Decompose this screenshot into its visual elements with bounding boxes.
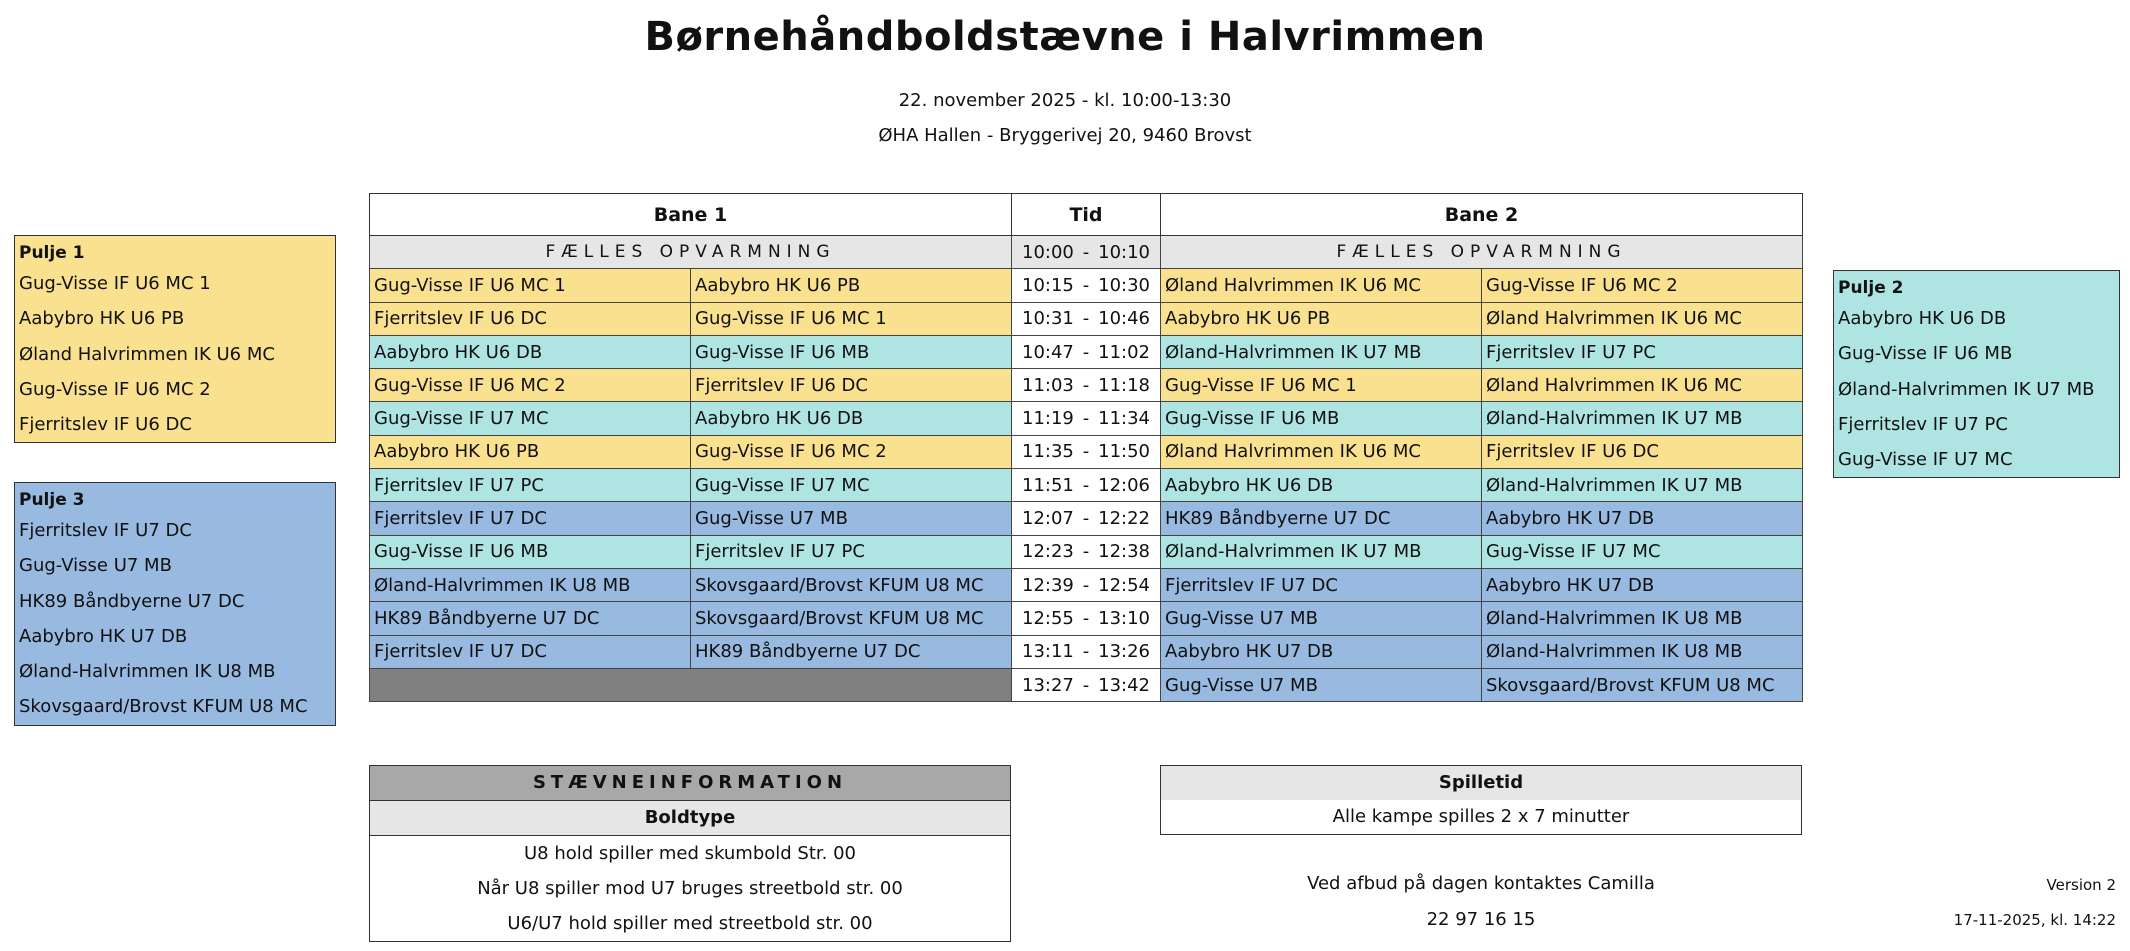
time-dash: - [1082, 508, 1090, 530]
match-time [1012, 668, 1161, 701]
time-dash: - [1082, 374, 1090, 396]
bane-2-away-team: Øland Halvrimmen IK U6 MC [1482, 369, 1803, 402]
pulje-title: Pulje 1 [19, 243, 85, 263]
warmup-label: FÆLLES OPVARMNING [1161, 236, 1803, 269]
contact-text: Ved afbud på dagen kontaktes Camilla [1307, 873, 1655, 894]
bane-1-home-team: Gug-Visse IF U6 MB [370, 535, 691, 568]
time-start: 12:39 [1022, 574, 1074, 596]
bane-2-away-team: Aabybro HK U7 DB [1482, 502, 1803, 535]
bane-2-away-team: Aabybro HK U7 DB [1482, 568, 1803, 601]
warmup-time [1012, 236, 1161, 269]
pulje-team: Øland-Halvrimmen IK U8 MB [19, 661, 276, 683]
bane-1-away-team: Skovsgaard/Brovst KFUM U8 MC [691, 568, 1012, 601]
match-time [1012, 535, 1161, 568]
pulje-1-box [14, 235, 336, 443]
time-end: 11:50 [1098, 441, 1150, 463]
bane-1-home-team: Aabybro HK U6 PB [370, 435, 691, 468]
match-time [1012, 435, 1161, 468]
warmup-row [370, 236, 1803, 269]
time-end: 13:26 [1098, 641, 1150, 663]
bane-2-away-team: Øland-Halvrimmen IK U7 MB [1482, 402, 1803, 435]
pulje-team: Øland Halvrimmen IK U6 MC [19, 343, 275, 365]
pulje-team: Fjerritslev IF U7 PC [1838, 413, 2008, 435]
time-end: 11:34 [1098, 408, 1150, 430]
match-time [1012, 369, 1161, 402]
bane-1-home-team: Fjerritslev IF U7 PC [370, 469, 691, 502]
time-end: 10:46 [1098, 308, 1150, 330]
time-start: 11:03 [1022, 374, 1074, 396]
match-time [1012, 568, 1161, 601]
bane-2-away-team: Øland-Halvrimmen IK U8 MB [1482, 602, 1803, 635]
bane-2-away-team: Gug-Visse IF U6 MC 2 [1482, 269, 1803, 302]
time-end: 10:30 [1098, 274, 1150, 296]
pulje-team: HK89 Båndbyerne U7 DC [19, 590, 245, 612]
bane-2-home-team: Øland-Halvrimmen IK U7 MB [1161, 335, 1482, 368]
bane-2-home-team: Aabybro HK U6 PB [1161, 302, 1482, 335]
bane-1-home-team: Øland-Halvrimmen IK U8 MB [370, 568, 691, 601]
bane-2-home-team: Fjerritslev IF U7 DC [1161, 568, 1482, 601]
pulje-team: Gug-Visse U7 MB [19, 555, 172, 577]
bane-1-home-team: Gug-Visse IF U6 MC 2 [370, 369, 691, 402]
time-dash: - [1082, 241, 1090, 263]
bane-1-away-team: Gug-Visse U7 MB [691, 502, 1012, 535]
time-dash: - [1082, 674, 1090, 696]
time-start: 11:35 [1022, 441, 1074, 463]
info-subtitle: Boldtype [370, 801, 1010, 836]
bane-1-away-team: HK89 Båndbyerne U7 DC [691, 635, 1012, 668]
time-dash: - [1082, 441, 1090, 463]
time-dash: - [1082, 308, 1090, 330]
bane-2-away-team: Fjerritslev IF U7 PC [1482, 335, 1803, 368]
bane-2-away-team: Fjerritslev IF U6 DC [1482, 435, 1803, 468]
pulje-title: Pulje 2 [1838, 278, 1904, 298]
bane-1-home-team: Aabybro HK U6 DB [370, 335, 691, 368]
tid-header: Tid [1012, 194, 1161, 236]
match-row [370, 535, 1803, 568]
bane-1-header: Bane 1 [370, 194, 1012, 236]
time-start: 10:15 [1022, 274, 1074, 296]
playtime-box [1160, 765, 1802, 835]
time-end: 12:38 [1098, 541, 1150, 563]
match-row [370, 369, 1803, 402]
match-time [1012, 469, 1161, 502]
time-dash: - [1082, 341, 1090, 363]
match-time [1012, 502, 1161, 535]
warmup-label: FÆLLES OPVARMNING [370, 236, 1012, 269]
pulje-team: Gug-Visse IF U7 MC [1838, 449, 2013, 471]
pulje-team: Fjerritslev IF U7 DC [19, 520, 192, 541]
time-start: 12:07 [1022, 508, 1074, 530]
time-start: 12:23 [1022, 541, 1074, 563]
match-row [370, 435, 1803, 468]
event-date: 22. november 2025 - kl. 10:00-13:30 [898, 90, 1232, 111]
match-time [1012, 602, 1161, 635]
time-start: 11:19 [1022, 408, 1074, 430]
time-dash: - [1082, 408, 1090, 430]
time-start: 11:51 [1022, 474, 1074, 496]
event-info-box [369, 765, 1011, 942]
match-row [370, 269, 1803, 302]
match-row [370, 602, 1803, 635]
pulje-team: Aabybro HK U6 PB [19, 308, 185, 330]
match-time [1012, 402, 1161, 435]
schedule-header-row [370, 194, 1803, 236]
bane-2-home-team: Gug-Visse IF U6 MC 1 [1161, 369, 1482, 402]
match-time [1012, 302, 1161, 335]
time-end: 13:42 [1098, 674, 1150, 696]
bane-1-away-team: Gug-Visse IF U6 MC 1 [691, 302, 1012, 335]
info-line: Når U8 spiller mod U7 bruges streetbold str. 00 [370, 871, 1010, 906]
bane-2-header: Bane 2 [1161, 194, 1803, 236]
bane-2-away-team: Øland-Halvrimmen IK U8 MB [1482, 635, 1803, 668]
info-title: STÆVNEINFORMATION [370, 766, 1010, 801]
pulje-team: Øland-Halvrimmen IK U7 MB [1838, 378, 2095, 400]
time-dash: - [1082, 607, 1090, 629]
pulje-title: Pulje 3 [19, 490, 85, 510]
bane-1-home-team: Gug-Visse IF U7 MC [370, 402, 691, 435]
bane-1-home-team: HK89 Båndbyerne U7 DC [370, 602, 691, 635]
bane-2-home-team: HK89 Båndbyerne U7 DC [1161, 502, 1482, 535]
pulje-3-box [14, 482, 336, 726]
bane-2-home-team: Aabybro HK U7 DB [1161, 635, 1482, 668]
bane-2-away-team: Gug-Visse IF U7 MC [1482, 535, 1803, 568]
bane-2-away-team: Skovsgaard/Brovst KFUM U8 MC [1482, 668, 1803, 701]
bane-1-home-team: Fjerritslev IF U7 DC [370, 502, 691, 535]
pulje-team: Gug-Visse IF U6 MC 2 [19, 378, 211, 400]
pulje-team: Gug-Visse IF U6 MC 1 [19, 273, 211, 294]
time-start: 12:55 [1022, 607, 1074, 629]
time-start: 10:31 [1022, 308, 1074, 330]
time-start: 13:27 [1022, 674, 1074, 696]
time-end: 11:18 [1098, 374, 1150, 396]
time-end: 12:06 [1098, 474, 1150, 496]
bane-1-away-team: Fjerritslev IF U7 PC [691, 535, 1012, 568]
time-end: 13:10 [1098, 607, 1150, 629]
match-row [370, 402, 1803, 435]
bane-1-away-team: Gug-Visse IF U6 MB [691, 335, 1012, 368]
bane-2-home-team: Øland Halvrimmen IK U6 MC [1161, 435, 1482, 468]
bane-1-away-team: Aabybro HK U6 DB [691, 402, 1012, 435]
time-end: 12:54 [1098, 574, 1150, 596]
bane-1-home-team: Fjerritslev IF U7 DC [370, 635, 691, 668]
pulje-team: Fjerritslev IF U6 DC [19, 414, 192, 436]
pulje-team: Gug-Visse IF U6 MB [1838, 343, 2013, 365]
time-end: 12:22 [1098, 508, 1150, 530]
version-label: Version 2 [2046, 876, 2116, 894]
match-row [370, 469, 1803, 502]
empty-slot [370, 668, 1012, 701]
bane-1-home-team: Gug-Visse IF U6 MC 1 [370, 269, 691, 302]
bane-1-away-team: Aabybro HK U6 PB [691, 269, 1012, 302]
bane-2-home-team: Øland-Halvrimmen IK U7 MB [1161, 535, 1482, 568]
match-time [1012, 335, 1161, 368]
match-time [1012, 635, 1161, 668]
bane-1-away-team: Fjerritslev IF U6 DC [691, 369, 1012, 402]
match-row [370, 568, 1803, 601]
time-dash: - [1082, 641, 1090, 663]
bane-1-away-team: Skovsgaard/Brovst KFUM U8 MC [691, 602, 1012, 635]
playtime-title: Spilletid [1161, 766, 1801, 800]
bane-2-away-team: Øland-Halvrimmen IK U7 MB [1482, 469, 1803, 502]
bane-1-home-team: Fjerritslev IF U6 DC [370, 302, 691, 335]
match-row [370, 668, 1803, 701]
contact-phone: 22 97 16 15 [1426, 909, 1536, 930]
info-line: U8 hold spiller med skumbold Str. 00 [370, 836, 1010, 871]
playtime-text: Alle kampe spilles 2 x 7 minutter [1161, 800, 1801, 834]
pulje-team: Aabybro HK U6 DB [1838, 308, 2007, 329]
bane-2-home-team: Øland Halvrimmen IK U6 MC [1161, 269, 1482, 302]
pulje-team: Aabybro HK U7 DB [19, 625, 188, 647]
page-title: Børnehåndboldstævne i Halvrimmen [644, 14, 1486, 60]
bane-1-away-team: Gug-Visse IF U7 MC [691, 469, 1012, 502]
bane-2-home-team: Gug-Visse IF U6 MB [1161, 402, 1482, 435]
time-start: 10:47 [1022, 341, 1074, 363]
pulje-2-box [1833, 270, 2120, 478]
event-venue: ØHA Hallen - Bryggerivej 20, 9460 Brovst [878, 125, 1252, 146]
version-timestamp: 17-11-2025, kl. 14:22 [1953, 911, 2116, 929]
time-start: 13:11 [1022, 641, 1074, 663]
match-row [370, 635, 1803, 668]
bane-2-home-team: Gug-Visse U7 MB [1161, 668, 1482, 701]
bane-2-home-team: Aabybro HK U6 DB [1161, 469, 1482, 502]
match-row [370, 302, 1803, 335]
match-row [370, 335, 1803, 368]
bane-1-away-team: Gug-Visse IF U6 MC 2 [691, 435, 1012, 468]
bane-2-home-team: Gug-Visse U7 MB [1161, 602, 1482, 635]
time-dash: - [1082, 574, 1090, 596]
schedule-table [369, 193, 1803, 702]
bane-2-away-team: Øland Halvrimmen IK U6 MC [1482, 302, 1803, 335]
match-row [370, 502, 1803, 535]
time-dash: - [1082, 474, 1090, 496]
time-end: 11:02 [1098, 341, 1150, 363]
match-time [1012, 269, 1161, 302]
time-end: 10:10 [1098, 241, 1150, 263]
time-dash: - [1082, 541, 1090, 563]
info-line: U6/U7 hold spiller med streetbold str. 00 [370, 906, 1010, 941]
pulje-team: Skovsgaard/Brovst KFUM U8 MC [19, 696, 308, 718]
time-dash: - [1082, 274, 1090, 296]
time-start: 10:00 [1022, 241, 1074, 263]
